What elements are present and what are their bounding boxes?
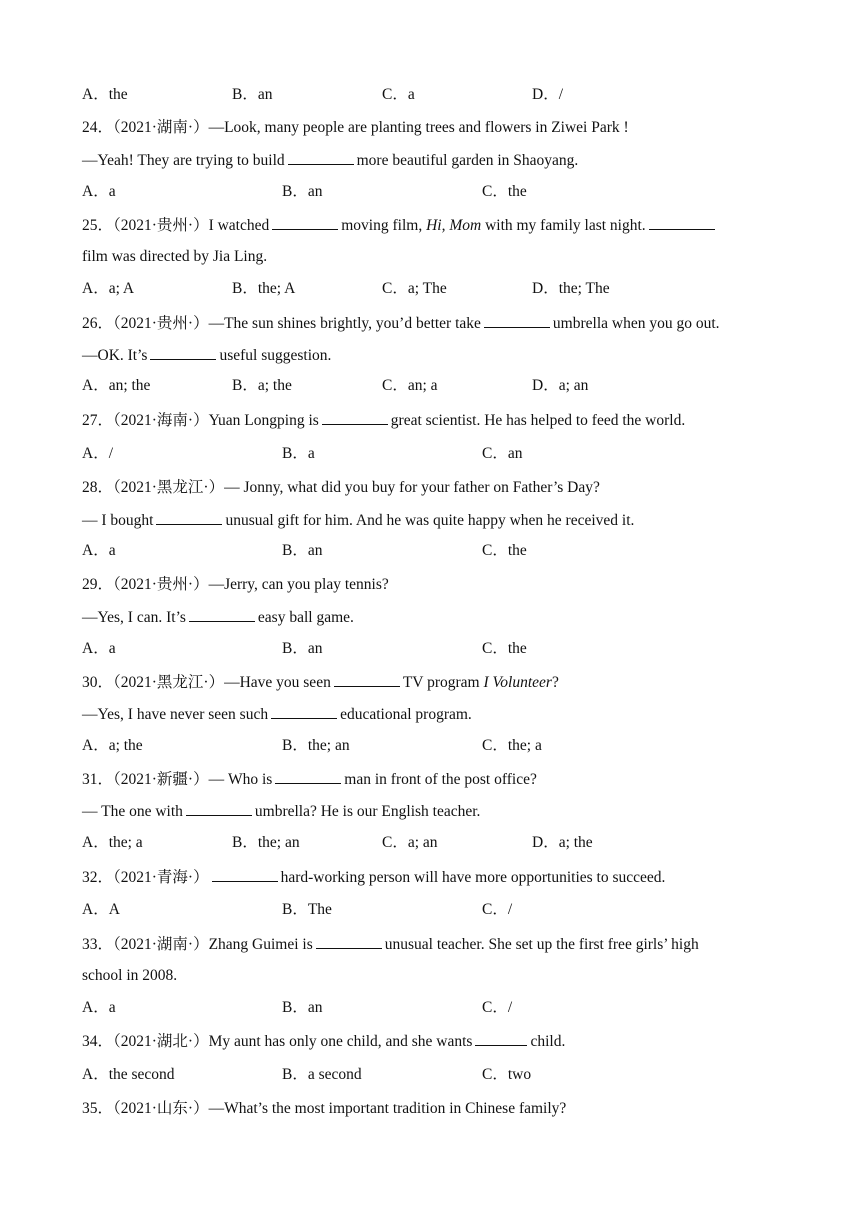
blank xyxy=(186,801,252,816)
q29-stem: 29．（2021·贵州·）—Jerry, can you play tennis? xyxy=(82,576,389,593)
blank xyxy=(649,215,715,230)
q31-line2: — The one with umbrella? He is our English teacher. xyxy=(82,803,481,820)
q34-option-a: A．the second xyxy=(82,1066,175,1083)
q23-option-b: B．an xyxy=(232,86,273,103)
blank xyxy=(271,704,337,719)
q29-line2: —Yes, I can. It’s easy ball game. xyxy=(82,609,354,626)
q34-stem: 34．（2021·湖北·）My aunt has only one child, and she wants child. xyxy=(82,1033,566,1050)
q29-option-c: C．the xyxy=(482,640,527,657)
q25-option-b: B．the; A xyxy=(232,280,296,297)
q32-option-a: A．A xyxy=(82,901,120,918)
q24-option-c: C．the xyxy=(482,183,527,200)
blank xyxy=(475,1031,527,1046)
blank xyxy=(189,607,255,622)
q33-option-a: A．a xyxy=(82,999,116,1016)
q27-option-b: B．a xyxy=(282,445,315,462)
q33-option-c: C．/ xyxy=(482,999,513,1016)
q32-option-b: B．The xyxy=(282,901,332,918)
q29-option-b: B．an xyxy=(282,640,323,657)
q24-option-b: B．an xyxy=(282,183,323,200)
q24-line2: —Yeah! They are trying to build more beautiful garden in Shaoyang. xyxy=(82,152,579,169)
q23-option-a: A．the xyxy=(82,86,128,103)
q34-option-b: B．a second xyxy=(282,1066,362,1083)
q29-option-a: A．a xyxy=(82,640,116,657)
q30-option-a: A．a; the xyxy=(82,737,143,754)
q27-stem: 27．（2021·海南·）Yuan Longping is great scientist. He has helped to feed the world. xyxy=(82,412,686,429)
q26-option-b: B．a; the xyxy=(232,377,292,394)
blank xyxy=(156,510,222,525)
q26-option-a: A．an; the xyxy=(82,377,151,394)
q31-stem: 31．（2021·新疆·）— Who is man in front of the post office? xyxy=(82,771,537,788)
q23-option-d: D．/ xyxy=(532,86,564,103)
q28-option-c: C．the xyxy=(482,542,527,559)
q30-stem: 30．（2021·黑龙江·）—Have you seen TV program I Volunteer? xyxy=(82,674,559,691)
q28-line2: — I bought unusual gift for him. And he was quite happy when he received it. xyxy=(82,512,635,529)
q31-option-a: A．the; a xyxy=(82,834,143,851)
q25-line2: film was directed by Jia Ling. xyxy=(82,248,268,265)
blank xyxy=(484,313,550,328)
blank xyxy=(275,769,341,784)
q34-option-c: C．two xyxy=(482,1066,532,1083)
q28-option-a: A．a xyxy=(82,542,116,559)
q35-stem: 35．（2021·山东·）—What’s the most important tradition in Chinese family? xyxy=(82,1100,567,1117)
q24-option-a: A．a xyxy=(82,183,116,200)
q25-option-a: A．a; A xyxy=(82,280,135,297)
q33-option-b: B．an xyxy=(282,999,323,1016)
q32-stem: 32．（2021·青海·） hard-working person will have more opportunities to succeed. xyxy=(82,869,666,886)
blank xyxy=(322,410,388,425)
blank xyxy=(288,150,354,165)
q30-option-c: C．the; a xyxy=(482,737,542,754)
blank xyxy=(272,215,338,230)
blank xyxy=(334,672,400,687)
q24-stem: 24．（2021·湖南·）—Look, many people are planting trees and flowers in Ziwei Park ! xyxy=(82,119,629,136)
q25-option-c: C．a; The xyxy=(382,280,447,297)
q27-option-a: A．/ xyxy=(82,445,114,462)
q30-line2: —Yes, I have never seen such educational program. xyxy=(82,706,472,723)
blank xyxy=(150,345,216,360)
q32-option-c: C．/ xyxy=(482,901,513,918)
q26-line2: —OK. It’s useful suggestion. xyxy=(82,347,332,364)
q28-option-b: B．an xyxy=(282,542,323,559)
q31-option-b: B．the; an xyxy=(232,834,300,851)
blank xyxy=(212,867,278,882)
blank xyxy=(316,934,382,949)
q25-stem: 25．（2021·贵州·）I watched moving film, Hi, Mom with my family last night. xyxy=(82,215,718,236)
q33-stem: 33．（2021·湖南·）Zhang Guimei is unusual teacher. She set up the first free girls’ high xyxy=(82,936,699,953)
q26-stem: 26．（2021·贵州·）—The sun shines brightly, you’d better take umbrella when you go out. xyxy=(82,315,720,332)
q25-option-d: D．the; The xyxy=(532,280,610,297)
q23-option-c: C．a xyxy=(382,86,415,103)
q30-option-b: B．the; an xyxy=(282,737,350,754)
q31-option-d: D．a; the xyxy=(532,834,593,851)
q28-stem: 28．（2021·黑龙江·）— Jonny, what did you buy for your father on Father’s Day? xyxy=(82,479,600,496)
q27-option-c: C．an xyxy=(482,445,523,462)
q31-option-c: C．a; an xyxy=(382,834,438,851)
q26-option-c: C．an; a xyxy=(382,377,438,394)
q33-line2: school in 2008. xyxy=(82,967,178,984)
q26-option-d: D．a; an xyxy=(532,377,589,394)
